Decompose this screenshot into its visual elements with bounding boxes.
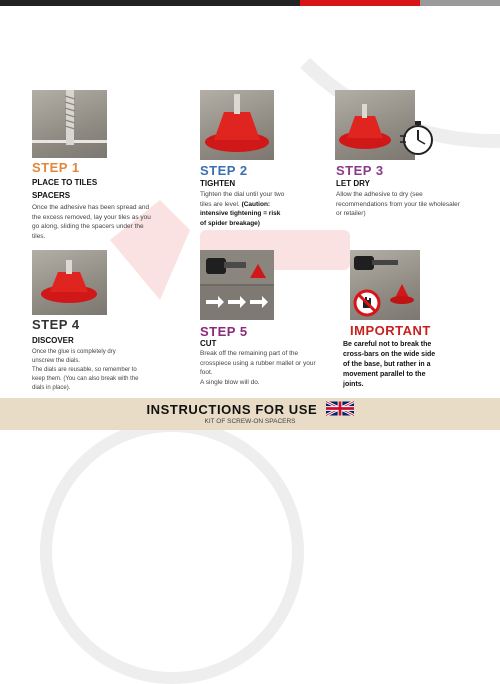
text-line: Be careful not to break the <box>343 341 432 348</box>
step5-photo <box>200 250 274 320</box>
step2-title: TIGHTEN <box>200 179 236 188</box>
step5-label: STEP 5 <box>200 324 248 339</box>
step4-label: STEP 4 <box>32 317 80 332</box>
text-line: Tighten the dial until your two <box>200 191 285 198</box>
step5-description <box>200 349 340 387</box>
step4-title: DISCOVER <box>32 336 74 345</box>
step3-title: LET DRY <box>336 179 370 188</box>
footer-title <box>0 401 500 417</box>
text-line: dials in place). <box>32 385 71 391</box>
spacer-dial-image <box>200 90 274 160</box>
step1-photo <box>32 90 107 158</box>
step1-label: STEP 1 <box>32 160 80 175</box>
text-line: the excess removed, lay your tiles as you <box>32 213 151 221</box>
instructions-title: INSTRUCTIONS FOR USE <box>146 402 318 417</box>
text-line: recommendations from your tile wholesaler <box>336 200 460 208</box>
step1-subtitle: SPACERS <box>32 191 71 200</box>
text-line: of the base, but rather in a <box>343 361 431 368</box>
step1-title: PLACE TO TILES <box>32 178 98 187</box>
dial-unscrew-image <box>32 250 107 315</box>
step4-description <box>32 348 172 393</box>
text-line: The dials are reusable, so remember to <box>32 367 137 373</box>
step3-label: STEP 3 <box>336 163 384 178</box>
step2-label: STEP 2 <box>200 163 248 178</box>
text-line: foot. <box>200 369 213 376</box>
step2-description <box>200 190 330 228</box>
step2-photo <box>200 90 274 160</box>
uk-flag-icon <box>326 401 354 416</box>
text-line: crosspiece using a rubber mallet or your <box>200 359 316 367</box>
text-line: or retailer) <box>336 210 366 217</box>
step4-photo <box>32 250 107 315</box>
important-description <box>343 340 483 390</box>
mallet-cut-image <box>200 250 274 320</box>
stopwatch-icon <box>398 118 438 158</box>
screw-spacer-image <box>32 90 107 158</box>
text-line: movement parallel to the <box>343 371 426 378</box>
footer-subtitle: KIT OF SCREW-ON SPACERS <box>204 418 296 425</box>
decorative-swoosh-bottom <box>40 420 304 684</box>
important-label: IMPORTANT <box>350 323 431 338</box>
text-line: go along, sliding the spacers under the <box>32 223 144 230</box>
text-line: Once the glue is completely dry <box>32 349 116 355</box>
step3-description <box>336 190 476 219</box>
text-line: A single blow will do. <box>200 378 260 386</box>
text-line: keep them. (You can also break with the <box>32 376 139 382</box>
caution-text: (Caution: <box>241 200 271 208</box>
text-line: joints. <box>343 381 364 388</box>
text-line: tiles are level. <box>200 200 240 208</box>
caution-text: intensive tightening = risk <box>200 210 281 217</box>
text-line: cross-bars on the wide side <box>343 351 436 358</box>
caution-text: of spider breakage) <box>200 219 260 227</box>
text-line: Break off the remaining part of the <box>200 350 299 357</box>
step1-description <box>32 203 182 241</box>
step5-title: CUT <box>200 339 217 348</box>
text-line: Once the adhesive has been spread and <box>32 204 150 211</box>
text-line: unscrew the dials. <box>32 358 81 364</box>
text-line: tiles. <box>32 232 46 240</box>
text-line: Allow the adhesive to dry (see <box>336 191 423 198</box>
prohibition-icon <box>352 288 382 318</box>
